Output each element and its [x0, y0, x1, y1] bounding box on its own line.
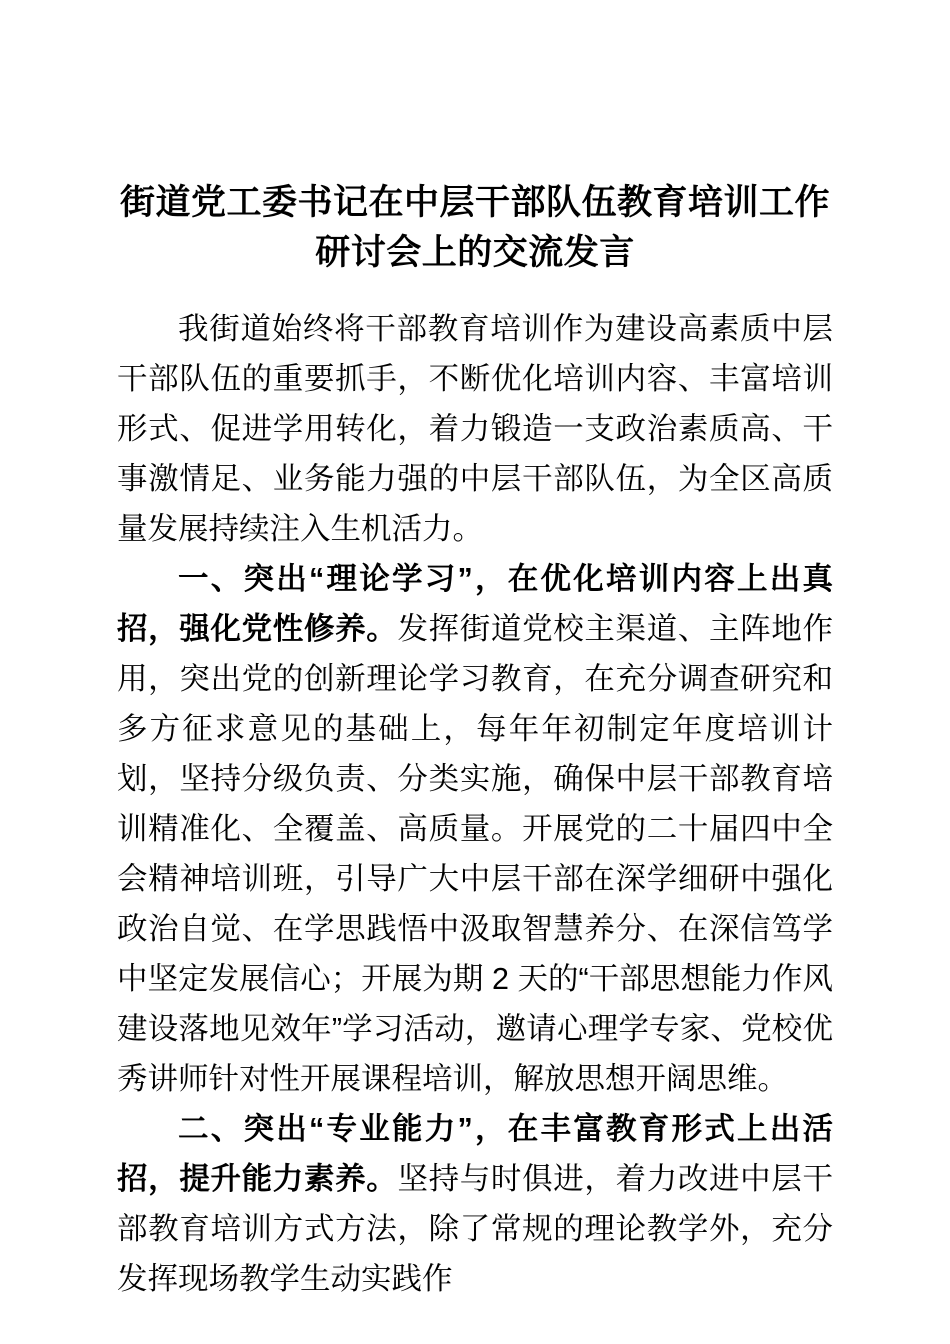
- document-body: [117, 304, 833, 1304]
- paragraph-section-two: [117, 1104, 833, 1304]
- paragraph-section-one-lead: 一、突出“理论学习”，在优化培训内容上出真招，强化党性修养。: [117, 562, 833, 646]
- paragraph-intro-body: 我街道始终将干部教育培训作为建设高素质中层干部队伍的重要抓手，不断优化培训内容、丰富培训形式、促进学用转化，着力锻造一支政治素质高、干事激情足、业务能力强的中层干部队伍，为全区高质量发展持续注入生机活力。: [117, 312, 833, 546]
- paragraph-intro: [117, 304, 833, 554]
- document-content: [117, 0, 833, 1304]
- paragraph-section-two-body: 坚持与时俱进，着力改进中层干部教育培训方式方法，除了常规的理论教学外，充分发挥现场教学生动实践作: [117, 1162, 834, 1296]
- paragraph-section-two-lead: 二、突出“专业能力”，在丰富教育形式上出活招，提升能力素养。: [117, 1112, 833, 1196]
- page-title: 街道党工委书记在中层干部队伍教育培训工作研讨会上的交流发言: [119, 183, 830, 272]
- paragraph-section-one: [117, 554, 833, 1104]
- paragraph-section-one-body: 发挥街道党校主渠道、主阵地作用，突出党的创新理论学习教育，在充分调查研究和多方征求意见的基础上，每年年初制定年度培训计划，坚持分级负责、分类实施，确保中层干部教育培训精准化、全覆盖、高质量。开展党的二十届四中全会精神培训班，引导广大中层干部在深学细研中强化政治自觉、在学思践悟中汲取智慧养分、在深信笃学中坚定发展信心；开展为期 2 天的“干部思想能力作风建设落地见效年”学习活动，邀请心理学专家、党校优秀讲师针对性开展课程培训，解放思想开阔思维。: [117, 612, 834, 1096]
